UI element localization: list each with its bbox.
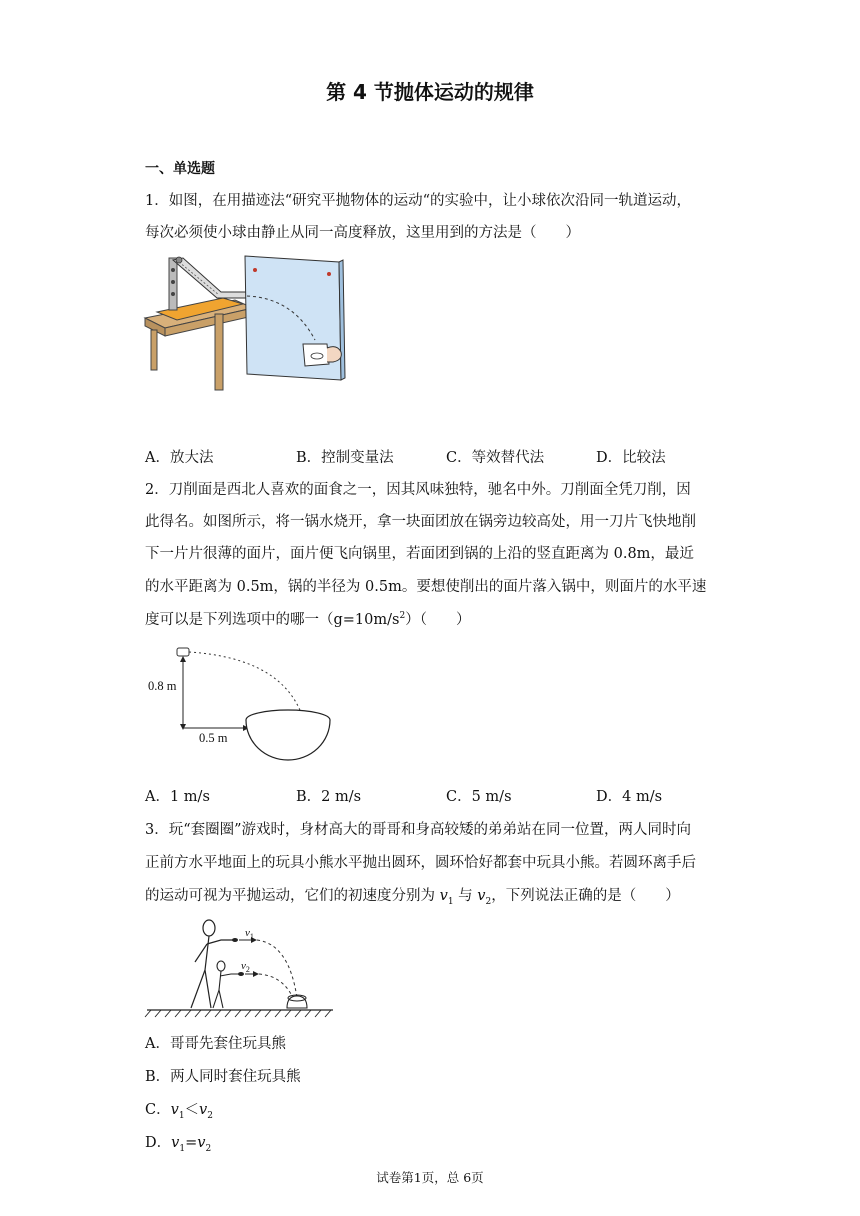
page-title: 第 4 节抛体运动的规律 (326, 80, 534, 104)
q1-apparatus-figure (143, 248, 363, 398)
q2-line-3: 下一片片很薄的面片，面片便飞向锅里，若面团到锅的上沿的竖直距离为 0.8m，最近 (145, 546, 694, 562)
q2-option-a: A．1 m/s (145, 789, 210, 805)
q2-line-4: 的水平距离为 0.5m，锅的半径为 0.5m。要想使削出的面片落入锅中，则面片的水平速 (145, 579, 707, 595)
q3-option-a: A．哥哥先套住玩具熊 (145, 1036, 286, 1052)
q1-line-2: 每次必须使小球由静止从同一高度释放，这里用到的方法是（ ） (145, 225, 580, 241)
q1-option-d: D．比较法 (596, 450, 666, 466)
q1-option-c: C．等效替代法 (446, 450, 545, 466)
horizontal-distance-label: 0.5 m (199, 731, 228, 745)
q2-line-1: 2．刀削面是西北人喜欢的面食之一，因其风味独特，驰名中外。刀削面全凭刀削，因 (145, 482, 691, 498)
q3-line-2: 正前方水平地面上的玩具小熊水平抛出圆环，圆环恰好都套中玩具小熊。若圆环离手后 (145, 855, 696, 871)
q2-option-b: B．2 m/s (296, 789, 362, 805)
q1-option-a: A．放大法 (145, 450, 214, 466)
q2-line-5: 度可以是下列选项中的哪一$(g=10m/s^2)$（ ） (145, 611, 471, 628)
q2-option-c: C．5 m/s (446, 789, 512, 805)
svg-text:v1: $v_1$ (245, 927, 254, 941)
q3-line-3: 的运动可视为平抛运动，它们的初速度分别为 $v_1$ 与 $v_2$，下列说法正确的是（ ） (145, 888, 680, 907)
q3-line-1: 3．玩“套圈圈”游戏时，身材高大的哥哥和身高较矮的弟弟站在同一位置，两人同时向 (145, 822, 692, 838)
page-footer: 试卷第1页，总 6页 (376, 1170, 484, 1185)
q3-option-b: B．两人同时套住玩具熊 (145, 1069, 301, 1085)
q3-option-d: D．$v_1=v_2$ (145, 1135, 212, 1154)
svg-text:v2: $v_2$ (241, 960, 250, 974)
q2-noodle-pot-figure (143, 642, 343, 762)
q1-line-1: 1．如图，在用描迹法“研究平抛物体的运动“的实验中，让小球依次沿同一轨道运动， (145, 193, 692, 209)
q2-line-2: 此得名。如图所示，将一锅水烧开，拿一块面团放在锅旁边较高处，用一刀片飞快地削 (145, 514, 696, 530)
q2-option-d: D．4 m/s (596, 789, 663, 805)
q3-option-c: C．$v_1<v_2$ (145, 1102, 213, 1121)
q3-ring-toss-figure (143, 914, 338, 1018)
vertical-distance-label: 0.8 m (148, 679, 177, 693)
section-heading: 一、单选题 (145, 161, 215, 177)
q1-option-b: B．控制变量法 (296, 450, 394, 466)
